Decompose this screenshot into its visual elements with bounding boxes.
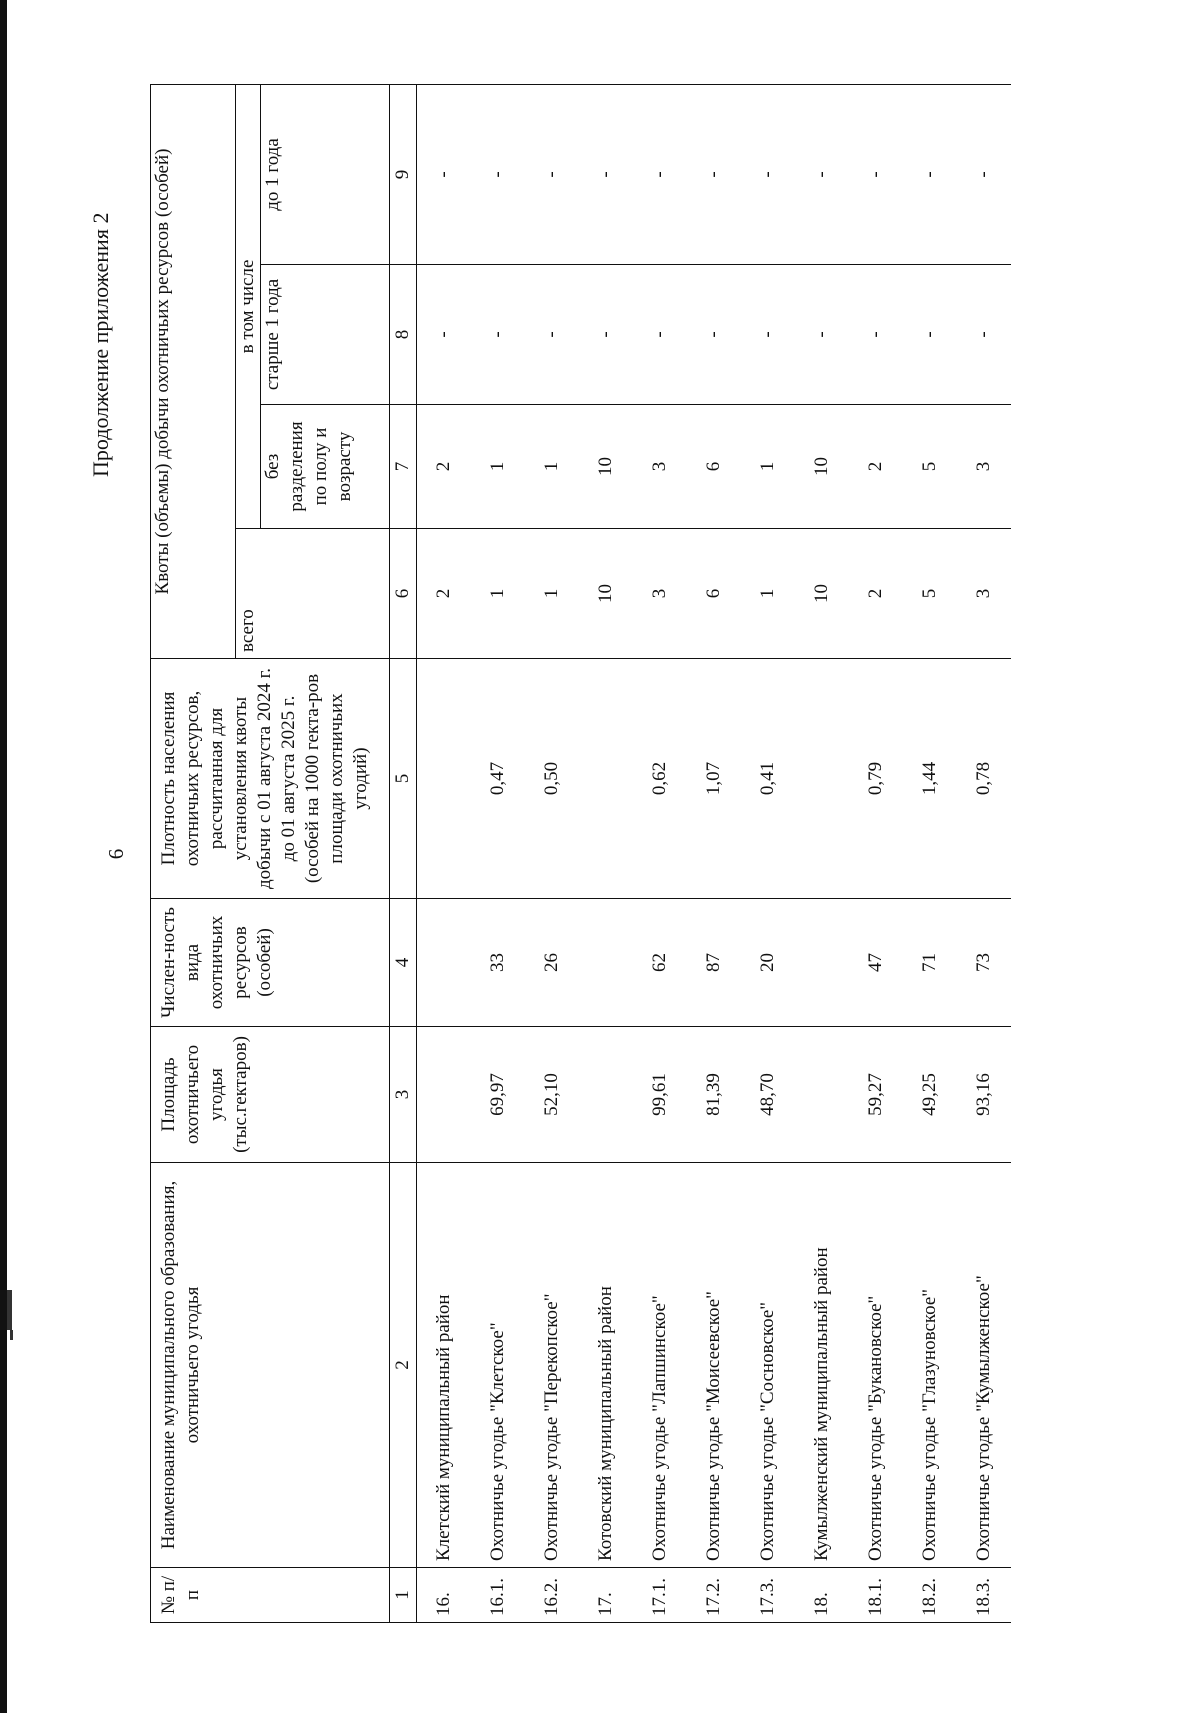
row-quota-older-1y: - <box>903 265 957 405</box>
row-quota-under-1y: - <box>525 84 579 264</box>
column-number: 7 <box>390 405 417 529</box>
row-quota-no-division: 5 <box>903 405 957 529</box>
row-quota-total: 3 <box>957 529 1011 659</box>
row-quota-total: 6 <box>687 529 741 659</box>
row-name: Охотничье угодье "Моисеевское" <box>687 1163 741 1568</box>
row-quota-no-division: 1 <box>525 405 579 529</box>
row-quota-total: 1 <box>471 529 525 659</box>
row-quota-under-1y: - <box>741 84 795 264</box>
column-number: 8 <box>390 265 417 405</box>
row-name: Охотничье угодье "Перекопское" <box>525 1163 579 1568</box>
column-number: 6 <box>390 529 417 659</box>
row-quota-total: 2 <box>849 529 903 659</box>
row-density <box>795 659 849 899</box>
header-population: Числен-ность вида охотничьих ресурсов (особей) <box>151 899 390 1027</box>
table-row <box>687 84 741 1622</box>
row-number: 16.2. <box>525 1568 579 1623</box>
table-row <box>417 84 472 1622</box>
row-area: 52,10 <box>525 1027 579 1163</box>
row-quota-under-1y: - <box>903 84 957 264</box>
table-row <box>471 84 525 1622</box>
row-quota-no-division: 2 <box>849 405 903 529</box>
row-quota-older-1y: - <box>849 265 903 405</box>
row-area <box>579 1027 633 1163</box>
table-row <box>849 84 903 1622</box>
quota-table <box>150 84 1011 1623</box>
row-quota-older-1y: - <box>633 265 687 405</box>
table-row <box>741 84 795 1622</box>
row-population: 26 <box>525 899 579 1027</box>
header-older-1y: старше 1 года <box>261 265 390 405</box>
row-quota-under-1y: - <box>849 84 903 264</box>
row-quota-under-1y: - <box>579 84 633 264</box>
row-area: 69,97 <box>471 1027 525 1163</box>
row-number: 16. <box>417 1568 472 1623</box>
row-name: Охотничье угодье "Глазуновское" <box>903 1163 957 1568</box>
row-density: 0,41 <box>741 659 795 899</box>
row-area <box>795 1027 849 1163</box>
row-quota-no-division: 1 <box>741 405 795 529</box>
row-quota-under-1y: - <box>633 84 687 264</box>
row-name: Охотничье угодье "Букановское" <box>849 1163 903 1568</box>
row-density: 0,62 <box>633 659 687 899</box>
row-density: 1,44 <box>903 659 957 899</box>
header-num: № п/п <box>151 1568 390 1623</box>
table-row <box>579 84 633 1622</box>
row-density <box>579 659 633 899</box>
row-quota-no-division: 10 <box>795 405 849 529</box>
row-population <box>795 899 849 1027</box>
row-number: 16.1. <box>471 1568 525 1623</box>
row-quota-under-1y: - <box>417 84 472 264</box>
header-quotas: Квоты (объемы) добычи охотничьих ресурсов (особей) <box>151 84 236 658</box>
row-quota-under-1y: - <box>795 84 849 264</box>
row-number: 18.2. <box>903 1568 957 1623</box>
row-quota-older-1y: - <box>687 265 741 405</box>
row-number: 17. <box>579 1568 633 1623</box>
row-quota-no-division: 2 <box>417 405 472 529</box>
row-density <box>417 659 472 899</box>
row-quota-no-division: 6 <box>687 405 741 529</box>
header-total: всего <box>236 529 390 659</box>
column-number: 4 <box>390 899 417 1027</box>
row-quota-total: 1 <box>741 529 795 659</box>
row-number: 17.3. <box>741 1568 795 1623</box>
row-area: 81,39 <box>687 1027 741 1163</box>
row-name: Котовский муниципальный район <box>579 1163 633 1568</box>
row-number: 17.1. <box>633 1568 687 1623</box>
row-quota-older-1y: - <box>417 265 472 405</box>
row-quota-under-1y: - <box>687 84 741 264</box>
row-quota-total: 2 <box>417 529 472 659</box>
page-number: 6 <box>104 848 128 860</box>
table-row <box>525 84 579 1622</box>
row-density: 0,50 <box>525 659 579 899</box>
row-population: 62 <box>633 899 687 1027</box>
row-quota-under-1y: - <box>957 84 1011 264</box>
table-row <box>795 84 849 1622</box>
row-name: Клетский муниципальный район <box>417 1163 472 1568</box>
row-name: Кумылженский муниципальный район <box>795 1163 849 1568</box>
header-name: Наименование муниципального образования, охотничьего угодья <box>151 1163 390 1568</box>
row-quota-older-1y: - <box>579 265 633 405</box>
row-quota-no-division: 3 <box>957 405 1011 529</box>
table-row <box>633 84 687 1622</box>
row-population <box>579 899 633 1027</box>
header-under-1y: до 1 года <box>261 84 390 264</box>
row-area: 49,25 <box>903 1027 957 1163</box>
column-number: 5 <box>390 659 417 899</box>
continuation-title: Продолжение приложения 2 <box>88 212 113 477</box>
row-population: 71 <box>903 899 957 1027</box>
row-quota-older-1y: - <box>957 265 1011 405</box>
row-quota-no-division: 3 <box>633 405 687 529</box>
row-population: 33 <box>471 899 525 1027</box>
column-number: 2 <box>390 1163 417 1568</box>
row-quota-total: 5 <box>903 529 957 659</box>
row-density: 0,79 <box>849 659 903 899</box>
row-quota-total: 3 <box>633 529 687 659</box>
row-quota-total: 10 <box>579 529 633 659</box>
row-quota-older-1y: - <box>525 265 579 405</box>
table-row <box>903 84 957 1622</box>
row-quota-total: 10 <box>795 529 849 659</box>
row-name: Охотничье угодье "Лапшинское" <box>633 1163 687 1568</box>
row-population: 73 <box>957 899 1011 1027</box>
row-population: 47 <box>849 899 903 1027</box>
row-name: Охотничье угодье "Клетское" <box>471 1163 525 1568</box>
row-area: 48,70 <box>741 1027 795 1163</box>
column-numbers-row <box>390 84 417 1622</box>
row-density: 0,78 <box>957 659 1011 899</box>
row-name: Охотничье угодье "Сосновское" <box>741 1163 795 1568</box>
row-quota-older-1y: - <box>741 265 795 405</box>
row-quota-total: 1 <box>525 529 579 659</box>
header-density: Плотность населения охотничьих ресурсов, рассчитанная для установления квоты добычи с 01 августа 2024 г. до 01 августа 2025 г. (особей на 1000 гекта-ров площади охотничьих угодий) <box>151 659 390 899</box>
row-number: 18.1. <box>849 1568 903 1623</box>
table-row <box>957 84 1011 1622</box>
header-area: Площадь охотничьего угодья (тыс.гектаров) <box>151 1027 390 1163</box>
column-number: 9 <box>390 84 417 264</box>
row-name: Охотничье угодье "Кумылженское" <box>957 1163 1011 1568</box>
row-number: 17.2. <box>687 1568 741 1623</box>
header-incl: в том числе <box>236 84 261 528</box>
row-number: 18. <box>795 1568 849 1623</box>
row-quota-no-division: 1 <box>471 405 525 529</box>
column-number: 3 <box>390 1027 417 1163</box>
row-density: 1,07 <box>687 659 741 899</box>
header-no-division: без разделения по полу и возрасту <box>261 405 390 529</box>
row-area <box>417 1027 472 1163</box>
row-population <box>417 899 472 1027</box>
row-number: 18.3. <box>957 1568 1011 1623</box>
row-area: 59,27 <box>849 1027 903 1163</box>
row-population: 87 <box>687 899 741 1027</box>
row-area: 93,16 <box>957 1027 1011 1163</box>
row-quota-older-1y: - <box>471 265 525 405</box>
row-density: 0,47 <box>471 659 525 899</box>
row-quota-older-1y: - <box>795 265 849 405</box>
column-number: 1 <box>390 1568 417 1623</box>
row-quota-under-1y: - <box>471 84 525 264</box>
row-quota-no-division: 10 <box>579 405 633 529</box>
row-area: 99,61 <box>633 1027 687 1163</box>
row-population: 20 <box>741 899 795 1027</box>
